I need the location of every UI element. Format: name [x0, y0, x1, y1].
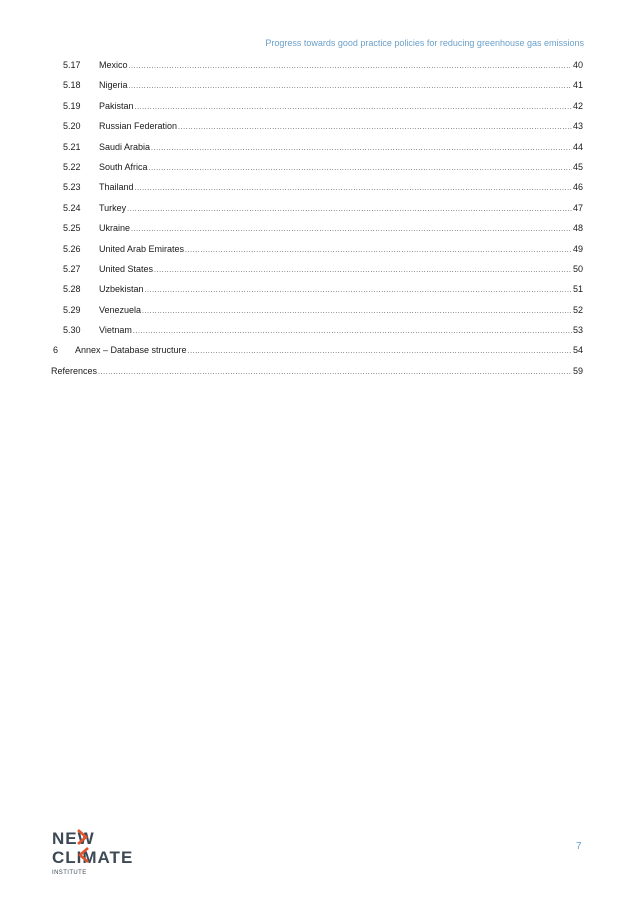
toc-entry-number: 5.26 [63, 243, 81, 254]
toc-entry-title: Russian Federation [99, 121, 178, 132]
toc-dot-leader [185, 241, 572, 261]
toc-dot-leader [149, 159, 572, 179]
toc-entry-number: 5.22 [63, 161, 81, 172]
toc-dot-leader [145, 281, 572, 301]
toc-dot-leader [135, 179, 572, 199]
toc-entry-title: Venezuela [99, 304, 142, 315]
toc-entry-title: Ukraine [99, 223, 131, 234]
toc-entry-title: Nigeria [99, 80, 128, 91]
toc-dot-leader [131, 220, 572, 240]
toc-entry-page: 59 [572, 365, 583, 376]
toc-entry-page: 47 [572, 202, 583, 213]
toc-entry-page: 54 [572, 345, 583, 356]
logo-line-institute: INSTITUTE [52, 870, 87, 876]
toc-entry-title: Pakistan [99, 100, 134, 111]
toc-entry-title: South Africa [99, 161, 148, 172]
toc-entry-page: 48 [572, 223, 583, 234]
toc-entry-page: 51 [572, 284, 583, 295]
toc-entry-title: United States [99, 263, 154, 274]
toc-dot-leader [98, 363, 572, 383]
toc-entry-title: Thailand [99, 182, 134, 193]
toc-entry-page: 44 [572, 141, 583, 152]
toc-entry-number: 5.24 [63, 202, 81, 213]
toc-entry-page: 45 [572, 161, 583, 172]
toc-entry-title: References [51, 365, 98, 376]
toc-entry-number: 5.28 [63, 284, 81, 295]
toc-dot-leader [178, 118, 572, 138]
toc-entry-page: 50 [572, 263, 583, 274]
toc-entry-page: 42 [572, 100, 583, 111]
toc-entry-south-africa[interactable] [51, 157, 583, 177]
toc-entry-thailand[interactable] [51, 177, 583, 197]
toc-dot-leader [188, 342, 572, 362]
toc-entry-title: Turkey [99, 202, 127, 213]
toc-dot-leader [127, 200, 572, 220]
toc-entry-page: 41 [572, 80, 583, 91]
new-climate-institute-logo [52, 828, 152, 876]
toc-dot-leader [129, 77, 572, 97]
toc-entry-united-arab-emirates[interactable] [51, 239, 583, 259]
toc-entry-page: 40 [572, 60, 583, 70]
toc-entry-mexico[interactable] [51, 55, 583, 75]
toc-entry-nigeria[interactable] [51, 75, 583, 95]
toc-dot-leader [142, 302, 572, 322]
toc-entry-venezuela[interactable] [51, 300, 583, 320]
toc-entry-number: 5.18 [63, 80, 81, 91]
toc-entry-pakistan[interactable] [51, 96, 583, 116]
toc-entry-references[interactable] [51, 361, 583, 381]
logo-line-climate: CLIMATE [52, 848, 134, 867]
toc-entry-title: Annex – Database structure [75, 345, 187, 356]
toc-entry-title: Uzbekistan [99, 284, 144, 295]
toc-dot-leader [135, 98, 572, 118]
toc-entry-title: Mexico [99, 60, 128, 70]
toc-entry-number: 5.20 [63, 121, 81, 132]
toc-dot-leader [133, 322, 572, 342]
toc-entry-ukraine[interactable] [51, 218, 583, 238]
toc-entry-uzbekistan[interactable] [51, 279, 583, 299]
toc-entry-number: 5.30 [63, 325, 81, 336]
toc-entry-number: 5.23 [63, 182, 81, 193]
toc-entry-number: 5.29 [63, 304, 81, 315]
toc-dot-leader [151, 139, 572, 159]
toc-entry-united-states[interactable] [51, 259, 583, 279]
toc-entry-page: 52 [572, 304, 583, 315]
toc-entry-number: 5.27 [63, 263, 81, 274]
toc-entry-saudi-arabia[interactable] [51, 137, 583, 157]
toc-entry-number: 6 [53, 345, 59, 356]
toc-entry-title: Vietnam [99, 325, 132, 336]
page-number: 7 [576, 841, 582, 852]
toc-entry-page: 43 [572, 121, 583, 132]
toc-entry-title: United Arab Emirates [99, 243, 185, 254]
toc-entry-number: 5.21 [63, 141, 81, 152]
toc-entry-page: 49 [572, 243, 583, 254]
toc-entry-page: 53 [572, 325, 583, 336]
toc-entry-russian-federation[interactable] [51, 116, 583, 136]
toc-dot-leader [154, 261, 572, 281]
running-header: Progress towards good practice policies for reducing greenhouse gas emissions [265, 38, 584, 48]
table-of-contents [51, 55, 583, 381]
toc-entry-number: 5.17 [63, 60, 81, 70]
logo-line-new: NEW [52, 829, 95, 848]
toc-entry-turkey[interactable] [51, 198, 583, 218]
toc-entry-page: 46 [572, 182, 583, 193]
toc-entry-vietnam[interactable] [51, 320, 583, 340]
toc-entry-number: 5.19 [63, 100, 81, 111]
toc-entry-number: 5.25 [63, 223, 81, 234]
toc-entry-annex[interactable] [51, 340, 583, 360]
toc-entry-title: Saudi Arabia [99, 141, 151, 152]
toc-dot-leader [129, 57, 572, 77]
